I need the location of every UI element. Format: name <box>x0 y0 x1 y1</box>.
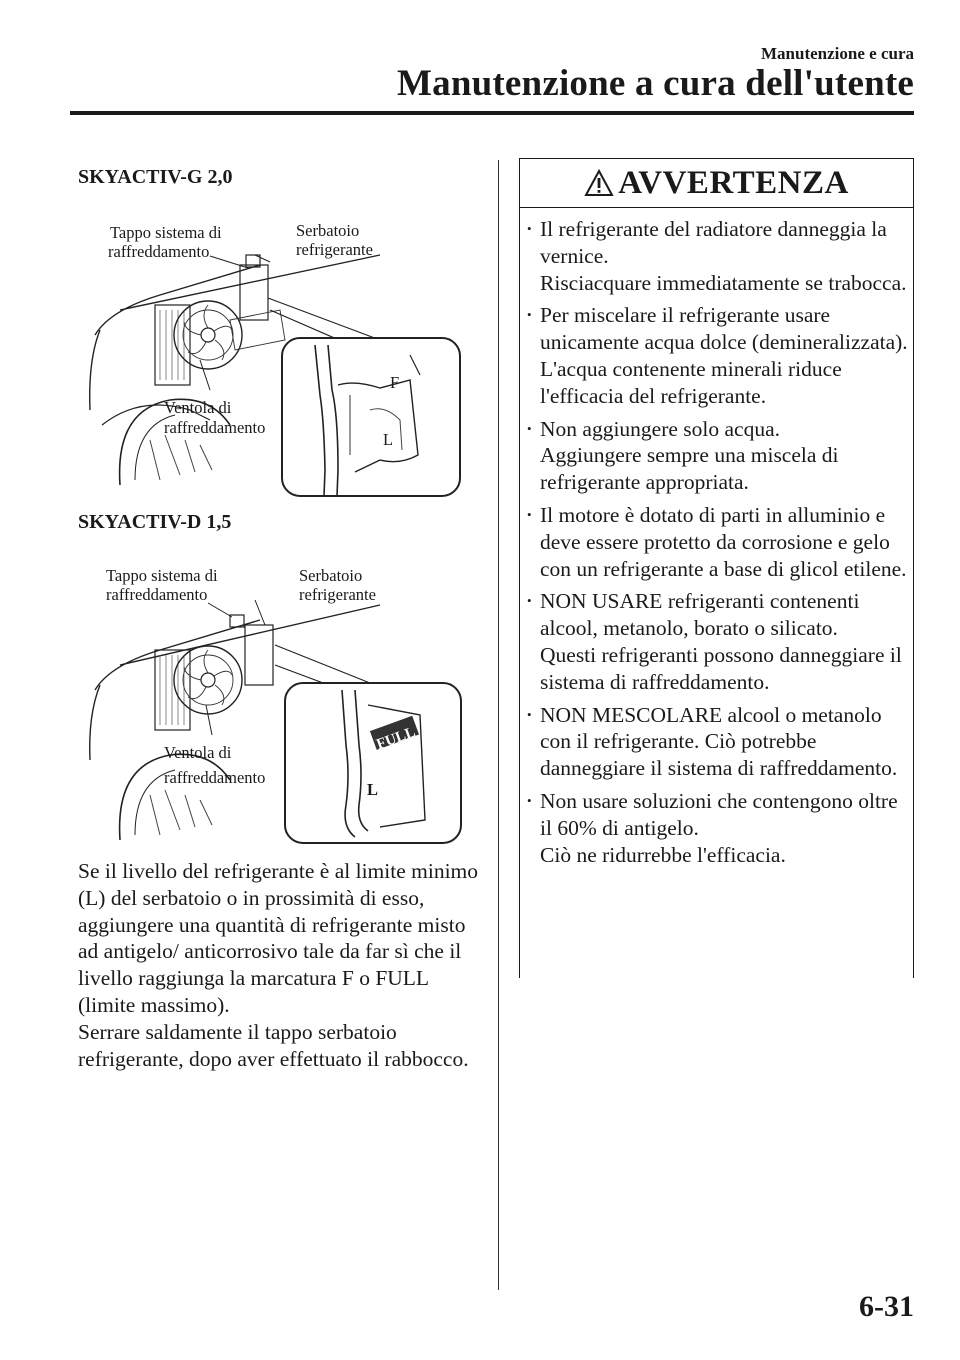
warning-item <box>526 302 911 409</box>
figure2-label-fan: Ventola di <box>164 743 232 762</box>
header-rule <box>70 111 914 115</box>
warning-item-text: Risciacquare immediatamente se trabocca. <box>540 270 907 295</box>
figure2-label-tank-2: refrigerante <box>299 585 376 604</box>
warning-item <box>526 788 911 868</box>
figure2-label-tank: Serbatoio <box>299 566 363 585</box>
figure2-mark-full: FULL <box>374 724 418 753</box>
warning-item-text: • Non aggiungere solo acqua. <box>540 416 781 441</box>
warning-item <box>526 216 911 296</box>
warning-item-text: • Il refrigerante del radiatore danneggia la vernice. <box>540 217 887 268</box>
warning-item-text: • Per miscelare il refrigerante usare unicamente acqua dolce (demineralizzata). L'acqua contenente minerali riduce l'efficacia del refrigerante. <box>540 303 908 408</box>
figure1-mark-l: L <box>383 430 394 449</box>
figure1-label-fan-2: raffreddamento <box>164 418 266 437</box>
warning-item-text: • NON USARE refrigeranti contenenti alcool, metanolo, borato o silicato. <box>540 589 860 641</box>
figure1-label-cap-2: raffreddamento <box>108 242 210 261</box>
warning-header <box>519 158 914 208</box>
body-paragraph-1: Se il livello del refrigerante è al limite minimo (L) del serbatoio o in prossimità di esso, aggiungere una quantità di refrigerante misto ad antigelo/ anticorrosivo tale da far sì che il livello raggiunga la marcatura F o FULL (limite massimo). <box>78 859 479 1017</box>
running-header-title: Manutenzione a cura dell'utente <box>397 63 914 104</box>
figure2-title: SKYACTIV-D 1,5 <box>78 511 232 533</box>
figure2-label-fan-2: raffreddamento <box>164 768 266 787</box>
column-divider <box>498 160 499 1290</box>
warning-list <box>526 216 911 874</box>
warning-item <box>526 588 911 695</box>
warning-box <box>519 158 914 978</box>
warning-body <box>519 208 914 978</box>
warning-item <box>526 502 911 582</box>
figure2-label-cap: Tappo sistema di <box>106 566 218 585</box>
warning-title: AVVERTENZA <box>618 164 849 201</box>
body-paragraph-2: Serrare saldamente il tappo serbatoio refrigerante, dopo aver effettuato il rabbocco. <box>78 1019 469 1071</box>
warning-item-text: Ciò ne ridurrebbe l'efficacia. <box>540 842 786 867</box>
figure1-label-fan: Ventola di <box>164 398 232 417</box>
figure2-label-cap-2: raffreddamento <box>106 585 208 604</box>
warning-item <box>526 416 911 496</box>
warning-item-text: • Non usare soluzioni che contengono oltre il 60% di antigelo. <box>540 788 898 840</box>
figure2-engine-illustration <box>80 555 470 860</box>
warning-item-text: • NON MESCOLARE alcool o metanolo con il refrigerante. Ciò potrebbe danneggiare il sistema di raffreddamento. <box>540 702 898 781</box>
figure1-mark-f: F <box>390 373 400 392</box>
page-number: 6-31 <box>859 1290 914 1323</box>
warning-item-text: • Il motore è dotato di parti in alluminio e deve essere protetto da corrosione e gelo con un refrigerante a base di glicol etilene. <box>540 502 907 581</box>
figure1-label-tank-2: refrigerante <box>296 240 373 259</box>
running-header-section: Manutenzione e cura <box>761 44 914 63</box>
warning-item-text: Questi refrigeranti possono danneggiare il sistema di raffreddamento. <box>540 642 902 694</box>
warning-item <box>526 702 911 782</box>
figure1-title: SKYACTIV-G 2,0 <box>78 166 233 188</box>
warning-item-text: Aggiungere sempre una miscela di refrigerante appropriata. <box>540 443 839 495</box>
figure1-label-tank: Serbatoio <box>296 221 360 240</box>
figure1-label-cap: Tappo sistema di <box>110 223 222 242</box>
figure2-mark-l: L <box>367 780 379 799</box>
warning-triangle-icon <box>584 169 614 197</box>
body-text <box>78 858 488 1072</box>
figure1-engine-illustration <box>80 210 470 515</box>
